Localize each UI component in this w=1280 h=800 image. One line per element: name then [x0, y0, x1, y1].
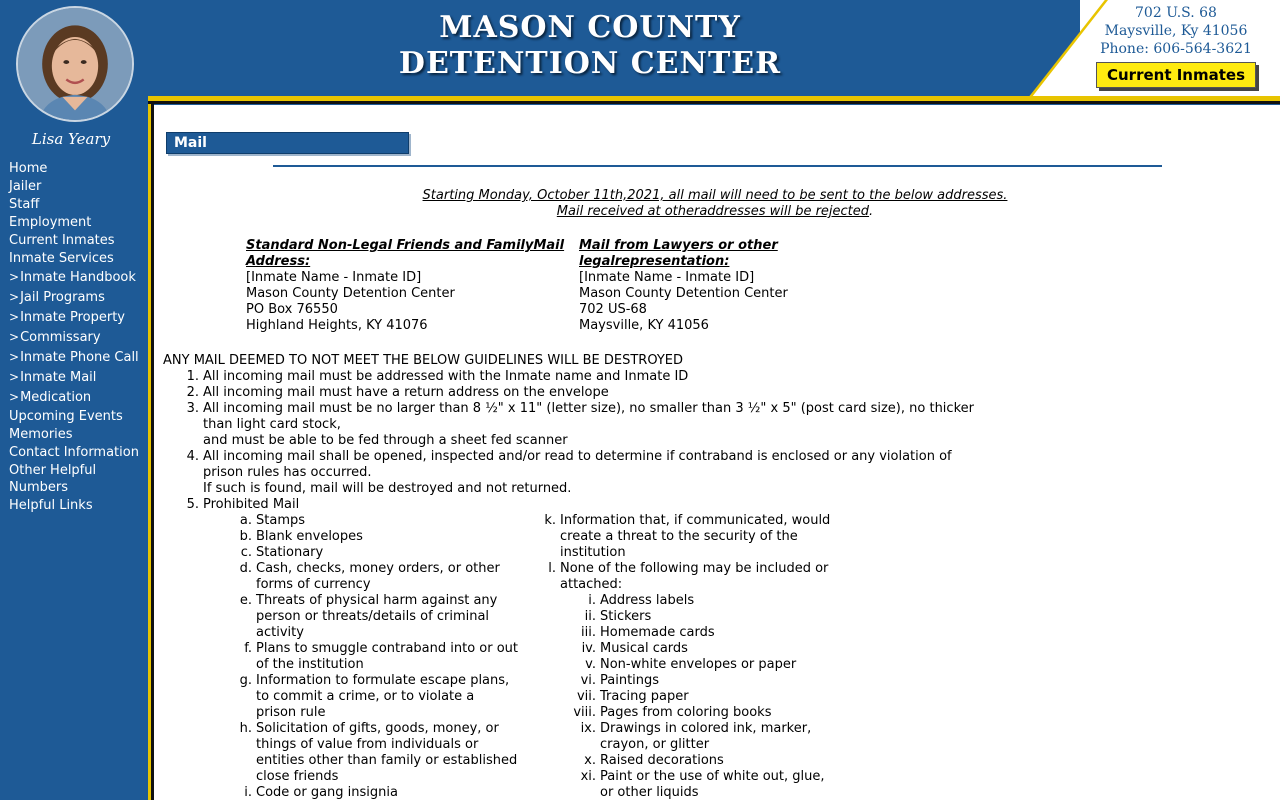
item-marker: i. [588, 593, 596, 608]
site-title[interactable] [390, 10, 790, 82]
rule-text: All incoming mail must be no larger than 8 ½" x 11" (letter size), no smaller than 3 ½" x 5" (post card size), no thicker [203, 401, 974, 416]
rule-text: prison rules has occurred. [203, 465, 372, 480]
rule-text: than light card stock, [203, 417, 341, 432]
site-title-line2: DETENTION CENTER [398, 46, 782, 81]
prohibited-item [581, 625, 850, 641]
item-text: crayon, or glitter [600, 737, 710, 752]
sidebar-item[interactable] [9, 160, 147, 177]
prohibited-item [240, 545, 526, 561]
main-content [160, 112, 1270, 800]
item-text: things of value from individuals or [256, 737, 479, 752]
rule-text: If such is found, mail will be destroyed and not returned. [203, 481, 572, 496]
item-text: Plans to smuggle contraband into or out [256, 641, 519, 656]
item-marker: l. [548, 561, 556, 576]
sidebar-item[interactable] [9, 348, 147, 367]
sidebar-item[interactable] [9, 232, 147, 249]
sidebar-border [148, 104, 154, 800]
item-text: activity [256, 625, 304, 640]
sidebar-item[interactable] [9, 288, 147, 307]
sidebar-item-label: Helpful Links [9, 498, 93, 513]
mail-notice-period: . [869, 204, 874, 219]
chevron-right-icon: > [9, 350, 20, 364]
item-text: Threats of physical harm against any [256, 593, 498, 608]
item-marker: d. [239, 561, 252, 576]
prohibited-item [580, 721, 850, 753]
contact-address [1100, 4, 1252, 58]
item-text: Raised decorations [600, 753, 724, 768]
current-inmates-button[interactable]: Current Inmates [1096, 62, 1256, 88]
rule-text: and must be able to be fed through a sheet fed scanner [203, 433, 568, 448]
item-text: Stamps [256, 513, 306, 528]
legal-address-line: [Inmate Name - Inmate ID] [579, 270, 755, 285]
prohibited-item [548, 561, 850, 593]
legal-address-line: Mason County Detention Center [579, 286, 788, 301]
item-marker: h. [239, 721, 252, 736]
item-text: Information to formulate escape plans, [256, 673, 510, 688]
item-marker: iii. [581, 625, 596, 640]
address-phone: Phone: 606-564-3621 [1100, 41, 1252, 57]
item-text: Paint or the use of white out, glue, [600, 769, 825, 784]
prohibited-item [585, 657, 850, 673]
prohibited-item [584, 753, 850, 769]
item-text: Drawings in colored ink, marker, [600, 721, 812, 736]
prohibited-item [573, 705, 850, 721]
attachments-list [573, 593, 850, 800]
rule-text: All incoming mail must be addressed with the Inmate name and Inmate ID [203, 369, 689, 384]
item-marker: xi. [580, 769, 596, 784]
standard-address-line: PO Box 76550 [246, 302, 338, 317]
prohibited-item [244, 785, 526, 800]
header-dark-divider [148, 101, 1280, 104]
item-text: Stickers [600, 609, 652, 624]
sidebar-item[interactable] [9, 196, 147, 213]
chevron-right-icon: > [9, 390, 20, 404]
prohibited-item [580, 673, 850, 689]
prohibited-item [544, 513, 850, 561]
prohibited-item [239, 593, 526, 641]
item-text: Non-white envelopes or paper [600, 657, 797, 672]
item-text: institution [560, 545, 626, 560]
item-text: of the institution [256, 657, 364, 672]
sidebar-item-label: Employment [9, 215, 92, 230]
legal-address-line: 702 US-68 [579, 302, 647, 317]
sidebar-item-label: Memories [9, 427, 73, 442]
item-text: Musical cards [600, 641, 688, 656]
item-text: Cash, checks, money orders, or other [256, 561, 500, 576]
item-marker: k. [544, 513, 556, 528]
sidebar-item-label: Current Inmates [9, 233, 115, 248]
item-text: Pages from coloring books [600, 705, 772, 720]
address-street: 702 U.S. 68 [1135, 5, 1217, 21]
chevron-right-icon: > [9, 370, 20, 384]
rule-number: 2. [186, 385, 199, 400]
prohibited-item [581, 641, 850, 657]
standard-address-line: Mason County Detention Center [246, 286, 455, 301]
item-text: None of the following may be included or [560, 561, 829, 576]
legal-address-block [579, 238, 809, 334]
item-text: Address labels [600, 593, 695, 608]
sidebar-item-label: Staff [9, 197, 40, 212]
sidebar-item[interactable] [9, 328, 147, 347]
mail-notice-line1: Starting Monday, October 11th,2021, all mail will need to be sent to the below addresses. [422, 188, 1008, 203]
sidebar-item[interactable] [9, 178, 147, 195]
sidebar-item[interactable] [9, 308, 147, 327]
sidebar-item-label: Jail Programs [20, 290, 105, 305]
legal-address-heading: Mail from Lawyers or other legalrepresentation: [579, 238, 778, 269]
item-marker: c. [240, 545, 252, 560]
item-text: Code or gang insignia [256, 785, 398, 800]
chevron-right-icon: > [9, 290, 20, 304]
jailer-name: Lisa Yeary [31, 130, 111, 148]
sidebar [0, 0, 148, 800]
rule-number: 5. [186, 497, 199, 512]
prohibited-item [584, 609, 850, 625]
item-marker: viii. [573, 705, 596, 720]
sidebar-item-label: Inmate Phone Call [20, 350, 139, 365]
sidebar-item-label: Upcoming Events [9, 409, 123, 424]
section-divider [273, 165, 1162, 167]
sidebar-item[interactable] [9, 497, 147, 514]
prohibited-item [588, 593, 850, 609]
item-text: Tracing paper [600, 689, 689, 704]
sidebar-item-label: Inmate Mail [20, 370, 97, 385]
item-text: Information that, if communicated, would [560, 513, 831, 528]
item-text: Stationary [256, 545, 324, 560]
sidebar-item[interactable] [9, 368, 147, 387]
sidebar-item[interactable] [9, 408, 147, 425]
sidebar-item-label: Contact Information [9, 445, 139, 460]
sidebar-item[interactable] [9, 250, 147, 267]
mail-rule [186, 497, 1063, 513]
chevron-right-icon: > [9, 310, 20, 324]
item-text: Solicitation of gifts, goods, money, or [256, 721, 499, 736]
item-text: entities other than family or established [256, 753, 518, 768]
mail-notice-line2-wrap [160, 204, 1270, 220]
item-marker: vii. [576, 689, 596, 704]
standard-address-block [246, 238, 571, 334]
sidebar-item[interactable] [9, 426, 147, 443]
section-title: Mail [166, 132, 409, 154]
item-text: or other liquids [600, 785, 699, 800]
item-marker: ii. [584, 609, 596, 624]
sidebar-item-label: Inmate Handbook [20, 270, 136, 285]
address-city: Maysville, Ky 41056 [1104, 23, 1248, 39]
mail-rule [186, 385, 1063, 401]
rule-number: 1. [186, 369, 199, 384]
sidebar-item-label: Inmate Services [9, 251, 114, 266]
prohibited-item [244, 641, 526, 673]
chevron-right-icon: > [9, 330, 20, 344]
item-marker: i. [244, 785, 252, 800]
standard-address-heading: Standard Non-Legal Friends and FamilyMail Address: [246, 238, 565, 269]
item-text: prison rule [256, 705, 326, 720]
mail-rules-list [186, 369, 1063, 513]
mail-warning: ANY MAIL DEEMED TO NOT MEET THE BELOW GUIDELINES WILL BE DESTROYED [163, 353, 684, 368]
sidebar-item-label: Medication [20, 390, 92, 405]
item-marker: vi. [580, 673, 596, 688]
item-marker: g. [239, 673, 252, 688]
item-text: create a threat to the security of the [560, 529, 798, 544]
standard-address-line: [Inmate Name - Inmate ID] [246, 270, 422, 285]
item-text: Blank envelopes [256, 529, 363, 544]
item-marker: f. [244, 641, 252, 656]
chevron-right-icon: > [9, 270, 20, 284]
site-title-line1: MASON COUNTY [439, 10, 741, 45]
mail-rule [186, 369, 1063, 385]
sidebar-item[interactable] [9, 462, 147, 496]
sidebar-item-label: Other Helpful Numbers [9, 463, 97, 495]
item-text: attached: [560, 577, 623, 592]
item-marker: iv. [581, 641, 596, 656]
item-text: close friends [256, 769, 339, 784]
legal-address-line: Maysville, KY 41056 [579, 318, 709, 333]
item-marker: e. [239, 593, 252, 608]
sidebar-item[interactable] [9, 388, 147, 407]
item-marker: ix. [580, 721, 596, 736]
sidebar-item-label: Jailer [9, 179, 42, 194]
rule-text: Prohibited Mail [203, 497, 300, 512]
prohibited-list-right [544, 513, 850, 593]
prohibited-item [239, 529, 526, 545]
item-text: person or threats/details of criminal [256, 609, 490, 624]
sidebar-item[interactable] [9, 444, 147, 461]
item-text: forms of currency [256, 577, 371, 592]
prohibited-item [239, 561, 526, 593]
item-text: Homemade cards [600, 625, 715, 640]
portrait-image [18, 8, 132, 120]
item-marker: a. [239, 513, 252, 528]
rule-number: 4. [186, 449, 199, 464]
rule-text: All incoming mail must have a return address on the envelope [203, 385, 609, 400]
sidebar-item[interactable] [9, 214, 147, 231]
prohibited-item [239, 721, 526, 785]
item-marker: b. [239, 529, 252, 544]
rule-number: 3. [186, 401, 199, 416]
prohibited-item [239, 673, 526, 721]
sidebar-item-label: Home [9, 161, 48, 176]
mail-rule [186, 449, 1063, 497]
prohibited-item [580, 769, 850, 800]
jailer-portrait [16, 6, 134, 122]
mail-rule [186, 401, 1063, 449]
sidebar-item[interactable] [9, 268, 147, 287]
rule-text: All incoming mail shall be opened, inspected and/or read to determine if contraband is enclosed or any violation of [203, 449, 952, 464]
item-text: Paintings [600, 673, 660, 688]
mail-notice-line2: Mail received at otheraddresses will be rejected [556, 204, 870, 219]
prohibited-item [239, 513, 526, 529]
standard-address-line: Highland Heights, KY 41076 [246, 318, 428, 333]
sidebar-item-label: Commissary [20, 330, 101, 345]
sidebar-nav [9, 160, 147, 515]
sidebar-item-label: Inmate Property [20, 310, 126, 325]
prohibited-list-left [239, 513, 526, 800]
prohibited-item [576, 689, 850, 705]
item-marker: v. [585, 657, 596, 672]
item-marker: x. [584, 753, 596, 768]
item-text: to commit a crime, or to violate a [256, 689, 475, 704]
